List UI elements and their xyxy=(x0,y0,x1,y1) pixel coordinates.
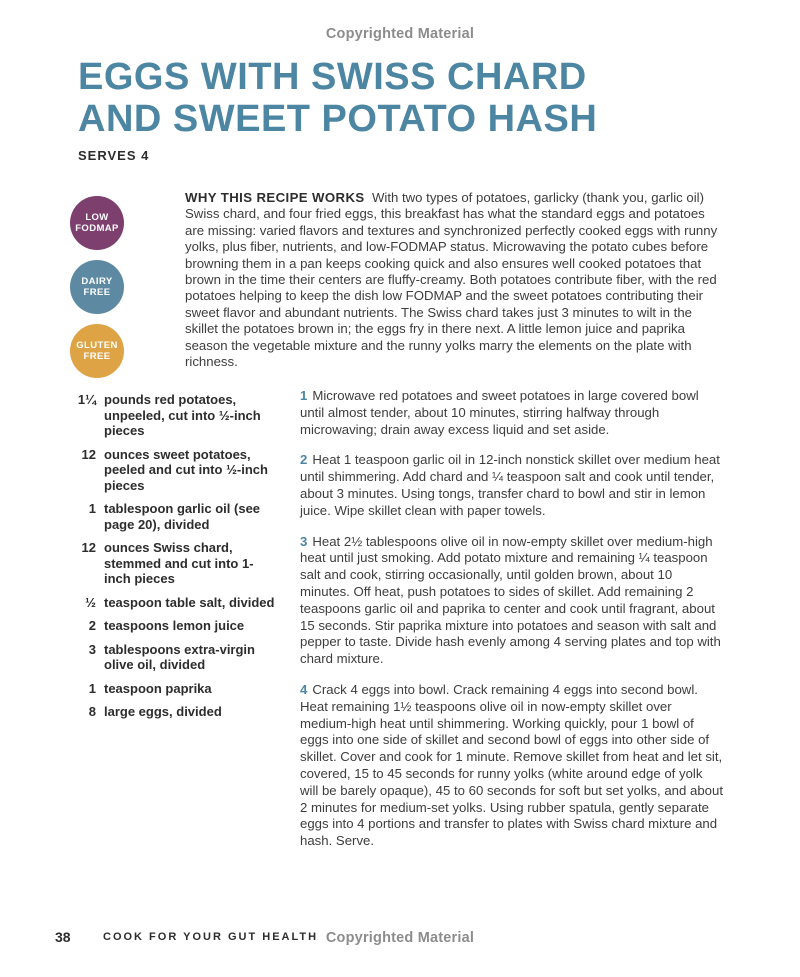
ingredient-item xyxy=(58,681,280,697)
step-number: 4 xyxy=(300,681,308,697)
why-body: With two types of potatoes, garlicky (thank you, garlic oil) Swiss chard, and four fried eggs, this breakfast has what the standard eggs and potatoes are missing: varied flavors and textures and synchronized perfectly cooked eggs with runny yolks, plus fiber, nutrients, and low-FODMAP status. Microwaving the potato cubes before browning them in a pan keeps cooking quick and also ensures well cooked potatoes that brown in the time their centers are fluffy-creamy. Both potatoes contribute fiber, with the red potatoes helping to keep the dish low FODMAP and the sweet potatoes contributing their sweet flavor and abundant nutrients. The Swiss chard takes just 3 minutes to wilt in the skillet the potatoes brown in; the eggs fry in there next. A little lemon juice and paprika season the vegetable mixture and the runny yolks marry the elements on the plate with richness. xyxy=(185,190,718,370)
ingredient-text: tablespoon garlic oil (see page 20), divided xyxy=(104,501,261,532)
ingredient-quantity: 3 xyxy=(88,641,96,657)
badge-label: DAIRY xyxy=(81,276,113,287)
ingredient-item xyxy=(58,501,280,532)
ingredient-text: tablespoons extra-virgin olive oil, divided xyxy=(104,641,255,672)
recipe-step xyxy=(300,388,724,438)
ingredient-quantity: 1¼ xyxy=(77,392,96,407)
step-text: Heat 2½ tablespoons olive oil in now-empty skillet over medium-high heat until just smoking. Add potato mixture and remaining ¼ teaspoon salt and cook, stirring occasionally, until golden brown, about 10 minutes. Off heat, push potatoes to sides of skillet. Add remaining 2 teaspoons garlic oil and paprika to center and cook until fragrant, about 15 seconds. Stir paprika mixture into potatoes and season with salt and pepper to taste. Divide hash evenly among 4 serving plates and top with chard mixture. xyxy=(300,533,721,667)
ingredient-text: large eggs, divided xyxy=(104,704,222,719)
badge-label: LOW xyxy=(85,212,109,223)
ingredient-quantity: ½ xyxy=(85,594,96,610)
step-text: Crack 4 eggs into bowl. Crack remaining 4 eggs into second bowl. Heat remaining 1½ teaspoons olive oil in now-empty skillet over medium-high heat until shimmering. Working quickly, pour 1 bowl of eggs into one side of skillet and second bowl of eggs into other side of skillet. Cover and cook for 1 minute. Remove skillet from heat and let sit, covered, 15 to 45 seconds for runny yolks (white around edge of yolk will be barely opaque), 45 to 60 seconds for soft but set yolks, and about 2 minutes for medium-set yolks. Using rubber spatula, gently separate eggs into 4 portions and transfer to plates with Swiss chard mixture and hash. Serve. xyxy=(300,681,723,849)
ingredient-quantity: 12 xyxy=(81,540,96,555)
step-number: 3 xyxy=(300,533,308,549)
ingredient-quantity: 1 xyxy=(88,501,96,516)
book-title: COOK FOR YOUR GUT HEALTH xyxy=(103,931,319,943)
recipe-step xyxy=(300,682,724,850)
ingredient-item xyxy=(58,642,280,673)
ingredient-item xyxy=(58,618,280,634)
why-heading: WHY THIS RECIPE WORKS xyxy=(185,190,365,205)
ingredient-item xyxy=(58,540,280,587)
ingredient-item xyxy=(58,595,280,611)
step-number: 2 xyxy=(300,452,308,468)
recipe-step xyxy=(300,452,724,519)
badge-label: FREE xyxy=(83,351,111,362)
instruction-steps xyxy=(300,388,724,864)
ingredient-text: teaspoon paprika xyxy=(104,680,212,696)
step-text: Heat 1 teaspoon garlic oil in 12-inch nonstick skillet over medium heat until shimmering. Add chard and ¼ teaspoon salt and cook until tender, about 3 minutes. Using tongs, transfer chard to bowl and stir in lemon juice. Wipe skillet clean with paper towels. xyxy=(300,452,720,518)
ingredient-list xyxy=(58,392,280,728)
ingredient-item xyxy=(58,704,280,720)
gluten-free-badge xyxy=(70,324,124,378)
badge-label: FREE xyxy=(83,287,111,298)
ingredient-text: teaspoons lemon juice xyxy=(104,618,245,633)
ingredient-quantity: 2 xyxy=(88,618,96,633)
recipe-title xyxy=(78,56,597,140)
ingredient-quantity: 1 xyxy=(88,680,96,696)
ingredient-text: ounces sweet potatoes, peeled and cut into ½-inch pieces xyxy=(104,446,268,493)
copyright-watermark-top: Copyrighted Material xyxy=(325,26,475,42)
ingredient-text: pounds red potatoes, unpeeled, cut into ½-inch pieces xyxy=(104,392,261,438)
ingredient-item xyxy=(58,392,280,439)
ingredient-text: teaspoon table salt, divided xyxy=(104,594,275,610)
recipe-step xyxy=(300,534,724,668)
recipe-title-line2: AND SWEET POTATO HASH xyxy=(78,98,598,140)
ingredient-item xyxy=(58,447,280,494)
step-number: 1 xyxy=(300,388,308,403)
ingredient-quantity: 8 xyxy=(88,704,96,719)
step-text: Microwave red potatoes and sweet potatoes in large covered bowl until almost tender, about 10 minutes, stirring halfway through microwaving; drain away excess liquid and set aside. xyxy=(300,388,699,437)
copyright-watermark-bottom: Copyrighted Material xyxy=(325,930,475,946)
dairy-free-badge xyxy=(70,260,124,314)
ingredient-text: ounces Swiss chard, stemmed and cut into 1-inch pieces xyxy=(104,540,254,586)
badge-label: GLUTEN xyxy=(76,340,118,351)
ingredient-quantity: 12 xyxy=(81,446,96,462)
page-number: 38 xyxy=(55,929,71,945)
serves-label: SERVES 4 xyxy=(78,148,150,163)
low-fodmap-badge xyxy=(70,196,124,250)
recipe-title-line1: EGGS WITH SWISS CHARD xyxy=(78,56,587,98)
why-this-recipe-works xyxy=(185,190,719,370)
diet-badges xyxy=(70,196,124,378)
badge-label: FODMAP xyxy=(75,223,119,234)
